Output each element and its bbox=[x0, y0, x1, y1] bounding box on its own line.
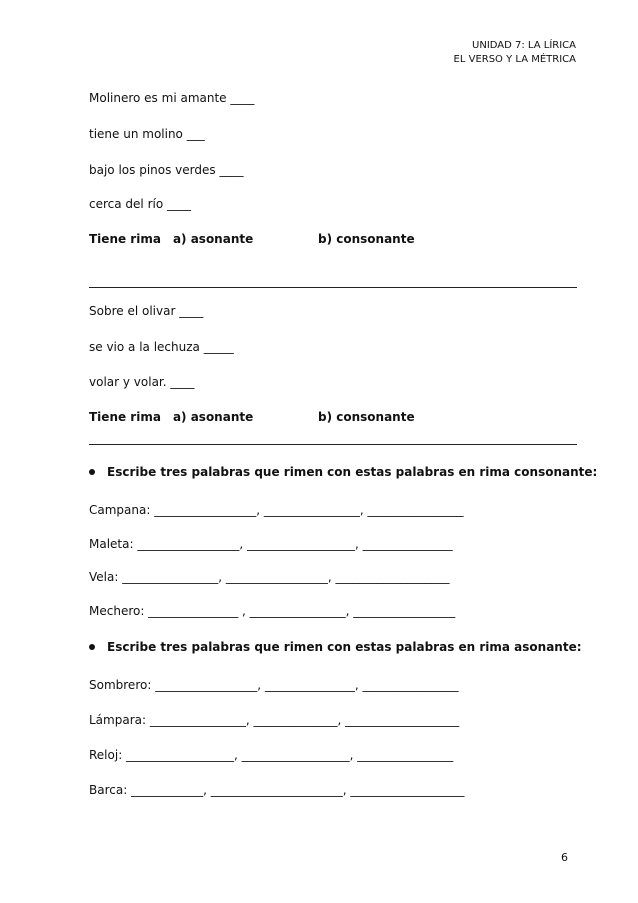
verse-6: se vio a la lechuza _____ bbox=[89, 340, 234, 354]
instruction-text: Escribe tres palabras que rimen con estas palabras en rima consonante: bbox=[107, 465, 598, 479]
word-row-campana: Campana: _________________, ________________, ________________ bbox=[89, 503, 464, 517]
option-consonante: b) consonante bbox=[318, 410, 415, 424]
word-row-reloj: Reloj: __________________, __________________, ________________ bbox=[89, 748, 454, 762]
word-row-vela: Vela: ________________, _________________, ___________________ bbox=[89, 570, 450, 584]
word-row-barca: Barca: ____________, ______________________, ___________________ bbox=[89, 783, 465, 797]
bullet-icon bbox=[89, 469, 95, 475]
rhyme-question-1 bbox=[89, 232, 415, 246]
unit-title: UNIDAD 7: LA LÍRICA bbox=[472, 40, 576, 51]
page-header bbox=[454, 39, 576, 67]
option-consonante: b) consonante bbox=[318, 232, 415, 246]
instruction-asonant bbox=[89, 640, 582, 654]
instruction-consonant bbox=[89, 465, 597, 479]
option-asonante: a) asonante bbox=[172, 410, 254, 424]
divider-line bbox=[89, 444, 577, 445]
instruction-text: Escribe tres palabras que rimen con estas palabras en rima asonante: bbox=[107, 640, 582, 654]
word-row-maleta: Maleta: _________________, __________________, _______________ bbox=[89, 537, 453, 551]
verse-2: tiene un molino ___ bbox=[89, 127, 205, 141]
unit-subtitle: EL VERSO Y LA MÉTRICA bbox=[453, 54, 576, 65]
word-row-lampara: Lámpara: ________________, ______________, ___________________ bbox=[89, 713, 460, 727]
page-number: 6 bbox=[561, 851, 568, 864]
divider-line bbox=[89, 287, 577, 288]
verse-4: cerca del río ____ bbox=[89, 197, 191, 211]
verse-7: volar y volar. ____ bbox=[89, 375, 195, 389]
verse-1: Molinero es mi amante ____ bbox=[89, 91, 255, 105]
rhyme-question-2 bbox=[89, 410, 415, 424]
verse-3: bajo los pinos verdes ____ bbox=[89, 163, 244, 177]
word-row-sombrero: Sombrero: _________________, _______________, ________________ bbox=[89, 678, 459, 692]
rhyme-question-label: Tiene rima bbox=[89, 232, 161, 246]
word-row-mechero: Mechero: _______________ , ________________, _________________ bbox=[89, 604, 456, 618]
rhyme-question-label: Tiene rima bbox=[89, 410, 161, 424]
bullet-icon bbox=[89, 644, 95, 650]
option-asonante: a) asonante bbox=[172, 232, 254, 246]
verse-5: Sobre el olivar ____ bbox=[89, 304, 204, 318]
